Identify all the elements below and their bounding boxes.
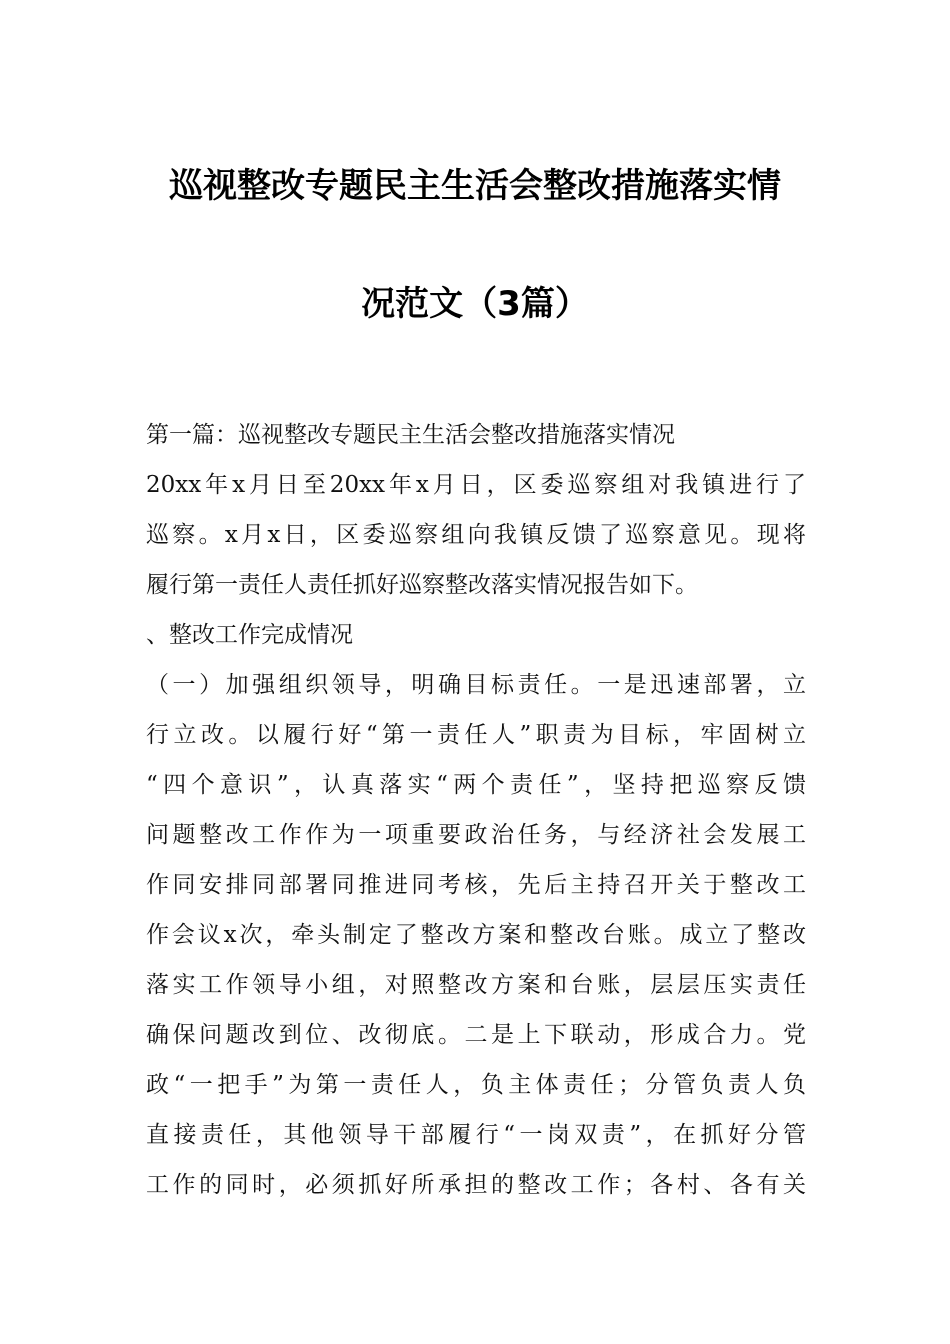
body-text-line: “四个意识”，认真落实“两个责任”，坚持把巡察反馈 (146, 772, 806, 798)
body-text-line: 作会议x次，牵头制定了整改方案和整改台账。成立了整改 (146, 922, 806, 948)
body-text-line: 落实工作领导小组，对照整改方案和台账，层层压实责任 (146, 972, 806, 998)
body-text-line: 作同安排同部署同推进同考核，先后主持召开关于整改工 (146, 872, 806, 898)
body-text-line: 直接责任，其他领导干部履行“一岗双责”，在抓好分管 (146, 1122, 806, 1148)
body-text-line: 问题整改工作作为一项重要政治任务，与经济社会发展工 (146, 822, 806, 848)
body-text-line: 履行第一责任人责任抓好巡察整改落实情况报告如下。 (146, 572, 698, 598)
body-text-line: 政“一把手”为第一责任人，负主体责任；分管负责人负 (146, 1072, 806, 1098)
section-heading: 第一篇：巡视整改专题民主生活会整改措施落实情况 (146, 422, 675, 448)
body-text-line: 行立改。以履行好“第一责任人”职责为目标，牢固树立 (146, 722, 806, 748)
document-title-line-1: 巡视整改专题民主生活会整改措施落实情 (169, 166, 781, 206)
subsection-heading: 、整改工作完成情况 (146, 622, 353, 648)
body-text-line: 巡察。x月x日，区委巡察组向我镇反馈了巡察意见。现将 (146, 522, 806, 548)
body-text-line: 20xx年x月日至20xx年x月日，区委巡察组对我镇进行了 (146, 472, 806, 498)
body-text-line: （一）加强组织领导，明确目标责任。一是迅速部署，立 (146, 672, 806, 698)
body-text-line: 确保问题改到位、改彻底。二是上下联动，形成合力。党 (146, 1022, 806, 1048)
body-text-line: 工作的同时，必须抓好所承担的整改工作；各村、各有关 (146, 1172, 806, 1198)
document-title-line-2: 况范文（3篇） (361, 284, 589, 324)
